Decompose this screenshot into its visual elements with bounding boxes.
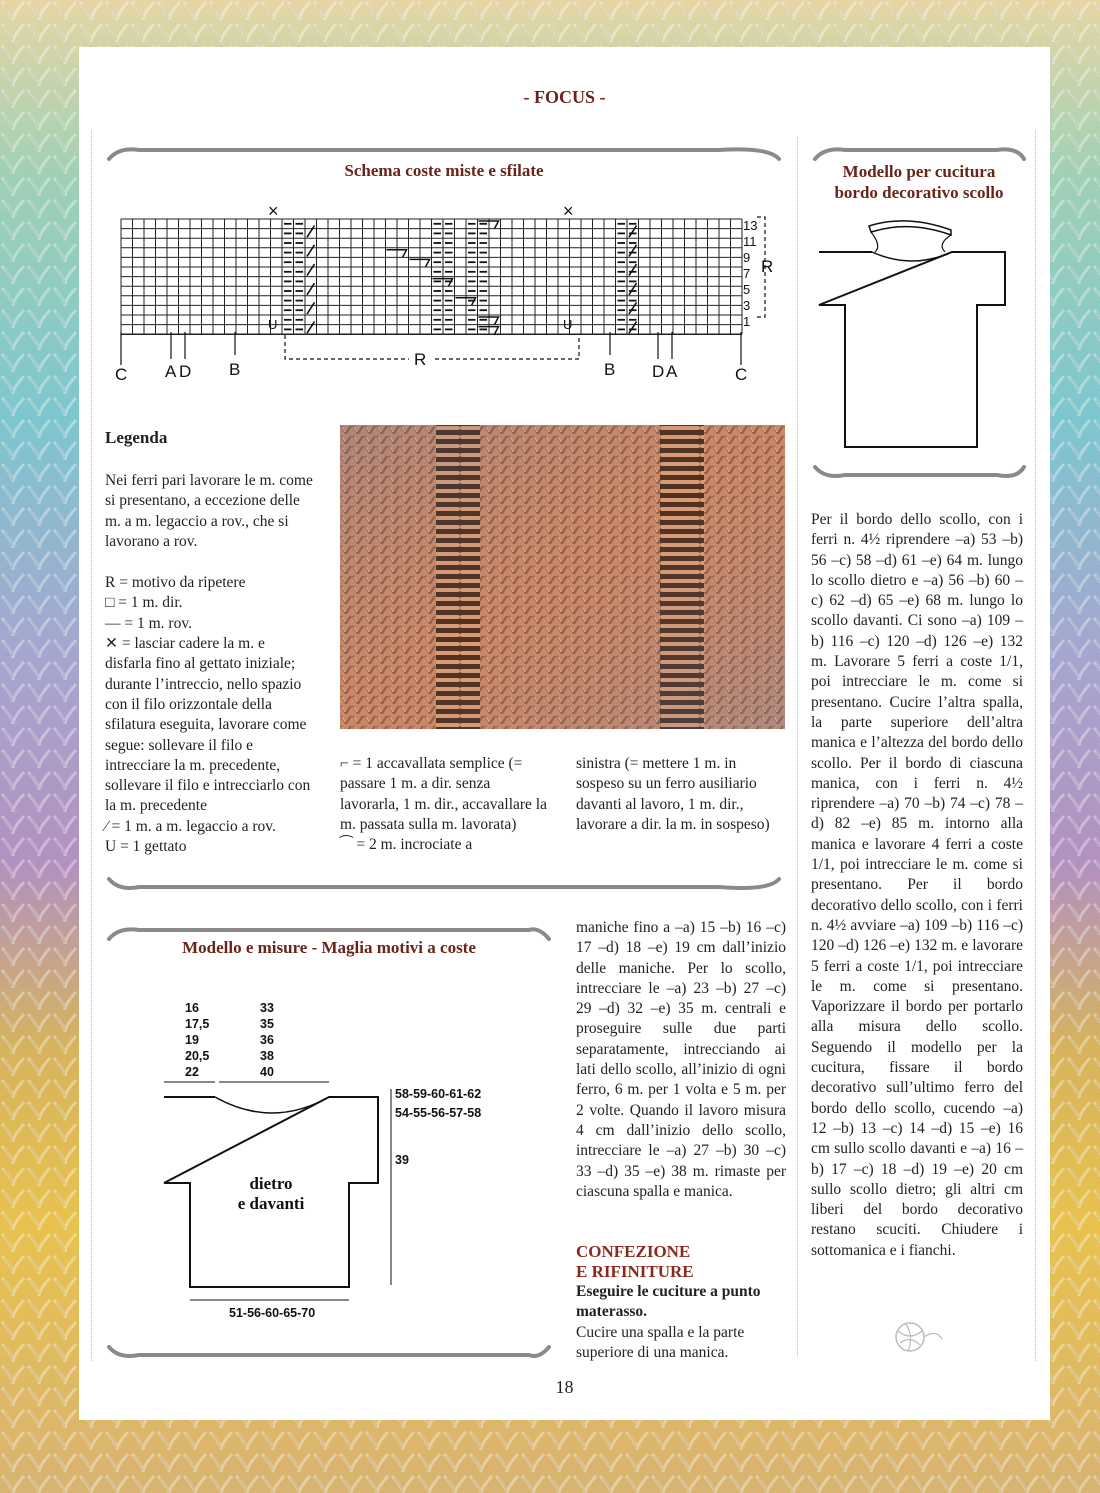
- yo-mark: U: [563, 317, 573, 332]
- garter-symbol: [307, 245, 315, 257]
- garter-symbol: [629, 226, 637, 238]
- confezione-heading: CONFEZIONE: [576, 1242, 691, 1261]
- column-label: B: [604, 360, 616, 379]
- column-label: A: [165, 362, 177, 381]
- measure-right: 35: [260, 1017, 274, 1031]
- legend-item: ⌐ = 1 accavallata semplice (= passare 1 m. a dir. senza lavorarla, 1 m. dir., accavallare la m. passata sulla m. lavorata): [340, 755, 547, 833]
- confezione-section: [576, 1242, 791, 1363]
- legend-right: sinistra (= mettere 1 m. in sospeso su un ferro ausiliario davanti al lavoro, 1 m. dir., lavorare a dir. la m. in sospeso): [576, 755, 770, 833]
- row-label: 7: [743, 266, 751, 281]
- legend-item: □ = 1 m. dir.: [105, 594, 183, 612]
- piece-label: dietro: [249, 1174, 293, 1193]
- column-label: D: [179, 362, 192, 381]
- right-box-title-line: bordo decorativo scollo: [834, 183, 1004, 202]
- legend-item: R = motivo da ripetere: [105, 574, 246, 592]
- legend-left: [105, 471, 315, 857]
- confezione-text: Cucire una spalla e la parte superiore di una manica.: [576, 1323, 745, 1361]
- garter-symbol: [629, 302, 637, 314]
- garter-symbol: [307, 322, 315, 334]
- legend-title: Legenda: [105, 428, 168, 447]
- column-label: C: [735, 365, 748, 384]
- garter-symbol: [307, 264, 315, 276]
- measure-left: 17,5: [185, 1017, 210, 1031]
- legend-item: U = 1 gettato: [105, 838, 187, 856]
- measure-right: 36: [260, 1033, 274, 1047]
- yarn-ball-logo: [884, 1315, 944, 1355]
- column-label: D: [652, 362, 665, 381]
- column-label: A: [666, 362, 678, 381]
- right-text: Per il bordo dello scollo, con i ferri n. 4½ riprendere –a) 53 –b) 56 –c) 58 –d) 61 –e) 64 m. lungo lo scollo dietro e –a) 56 –b) 60 –c) 62 –d) 65 –e) 68 m. lungo lo scollo davanti. Ci sono –a) 109 –b) 116 –c) 120 –d) 126 –e) 132 m. Lavorare 5 ferri a coste 1/1, poi intrecciare le m. come si presentano. Cucire l’altra spalla, la parte superiore dell’altra manica e l’altezza del bordo dello scollo. Per il bordo di ciascuna manica, con i ferri n. 4½ riprendere –a) 70 –b) 74 –c) 78 –d) 82 –e) 85 m. intorno alla manica e lavorare 4 ferri a coste 1/1, poi intrecciare le m. come si presentano. Per il bordo decorativo dello scollo, con i ferri n. 4½ avviare –a) 109 –b) 116 –c) 120 –d) 126 –e) 132 m. e lavorare 5 ferri a coste 1/1, poi intrecciare le m. come si presentano. Vaporizzare il bordo per portarlo alla misura dello scollo. Seguendo il modello per la cucitura, fissare il bordo decorativo sull’ultimo ferro del bordo dello scollo, cucendo –a) 12 –b) 13 –c) 14 –d) 15 –e) 16 cm sullo scollo davanti e –a) 16 –b) 17 –c) 18 –d) 19 –e) 20 cm sullo scollo dietro; gli altri cm liberi del bordo decorativo restano scuciti. Chiudere i sottomanica e i fianchi.: [811, 511, 1023, 1259]
- measure-side-mid: 54-55-56-57-58: [395, 1106, 482, 1120]
- right-box-title: [809, 161, 1029, 203]
- measure-width: 51-56-60-65-70: [229, 1306, 316, 1320]
- confezione-heading: E RIFINITURE: [576, 1262, 694, 1281]
- piece-label: e davanti: [237, 1194, 305, 1213]
- chart-title: Schema coste miste e sfilate: [344, 161, 544, 180]
- drop-mark: ×: [563, 201, 574, 221]
- garter-symbol: [307, 283, 315, 295]
- drop-mark: ×: [268, 201, 279, 221]
- repeat-label-right: R: [761, 257, 774, 276]
- garter-symbol: [629, 245, 637, 257]
- magazine-page: [79, 47, 1050, 1420]
- garter-symbol: [629, 283, 637, 295]
- row-label: 13: [743, 218, 758, 233]
- model-title: Modello e misure - Maglia motivi a coste: [182, 938, 476, 957]
- row-label: 1: [743, 314, 751, 329]
- yo-mark: U: [268, 317, 278, 332]
- column-label: B: [229, 360, 241, 379]
- legend-item: ✕ = lasciar cadere la m. e disfarla fino al gettato iniziale; durante l’intreccio, nello spazio con il filo orizzontale della sfilatura eseguita, lavorare come segue: sollevare il filo e intrecciare la m. precedente, sollevare il filo e intrecciarlo con la m. precedente: [105, 635, 311, 815]
- measure-height: 39: [395, 1153, 409, 1167]
- row-label: 3: [743, 298, 751, 313]
- repeat-label-bottom: R: [414, 350, 427, 369]
- legend-intro: Nei ferri pari lavorare le m. come si presentano, a eccezione delle m. a m. legaccio a rov., che si lavorano a rov.: [105, 472, 313, 550]
- legend-item: — = 1 m. rov.: [105, 614, 192, 632]
- measure-left: 22: [185, 1065, 199, 1079]
- garter-symbol: [629, 322, 637, 334]
- measure-side-top: 58-59-60-61-62: [395, 1087, 482, 1101]
- garter-symbol: [307, 226, 315, 238]
- knitting-chart: [109, 187, 789, 387]
- garter-symbol: [629, 264, 637, 276]
- page-header: - FOCUS -: [523, 87, 606, 107]
- measure-right: 40: [260, 1065, 274, 1079]
- right-box-title-line: Modello per cucitura: [842, 162, 996, 181]
- measure-left: 19: [185, 1033, 199, 1047]
- row-label: 9: [743, 250, 751, 265]
- garter-symbol: [307, 302, 315, 314]
- page-number: 18: [555, 1377, 574, 1397]
- measure-right: 38: [260, 1049, 274, 1063]
- neckband-schematic: [817, 212, 1007, 452]
- confezione-bold: Eseguire le cuciture a punto materasso.: [576, 1283, 761, 1321]
- knit-swatch-photo: [340, 425, 785, 729]
- legend-middle: [340, 754, 551, 855]
- column-label: C: [115, 365, 128, 384]
- row-label: 5: [743, 282, 751, 297]
- sweater-schematic: [159, 997, 489, 1337]
- measure-left: 16: [185, 1001, 199, 1015]
- measure-right: 33: [260, 1001, 274, 1015]
- measure-left: 20,5: [185, 1049, 210, 1063]
- legend-item: ⁄ = 1 m. a m. legaccio a rov.: [105, 817, 276, 835]
- legend-item: ⁀ = 2 m. incrociate a: [340, 836, 473, 854]
- middle-text: maniche fino a –a) 15 –b) 16 –c) 17 –d) 18 –e) 19 cm dall’inizio delle maniche. Per lo scollo, intrecciare le –a) 23 –b) 27 –c) 29 –d) 32 –e) 35 m. centrali e proseguire sulle due parti separatamente, intrecciando ai lati dello scollo, all’inizio di ogni ferro, 6 m. per 1 volta e 5 m. per 2 volte. Quando il lavoro misura 4 cm dall’inizio dello scollo, intrecciare le –a) 27 –b) 30 –c) 33 –d) 35 –e) 38 m. rimaste per ciascuna spalla e manica.: [576, 919, 786, 1200]
- row-label: 11: [743, 234, 757, 249]
